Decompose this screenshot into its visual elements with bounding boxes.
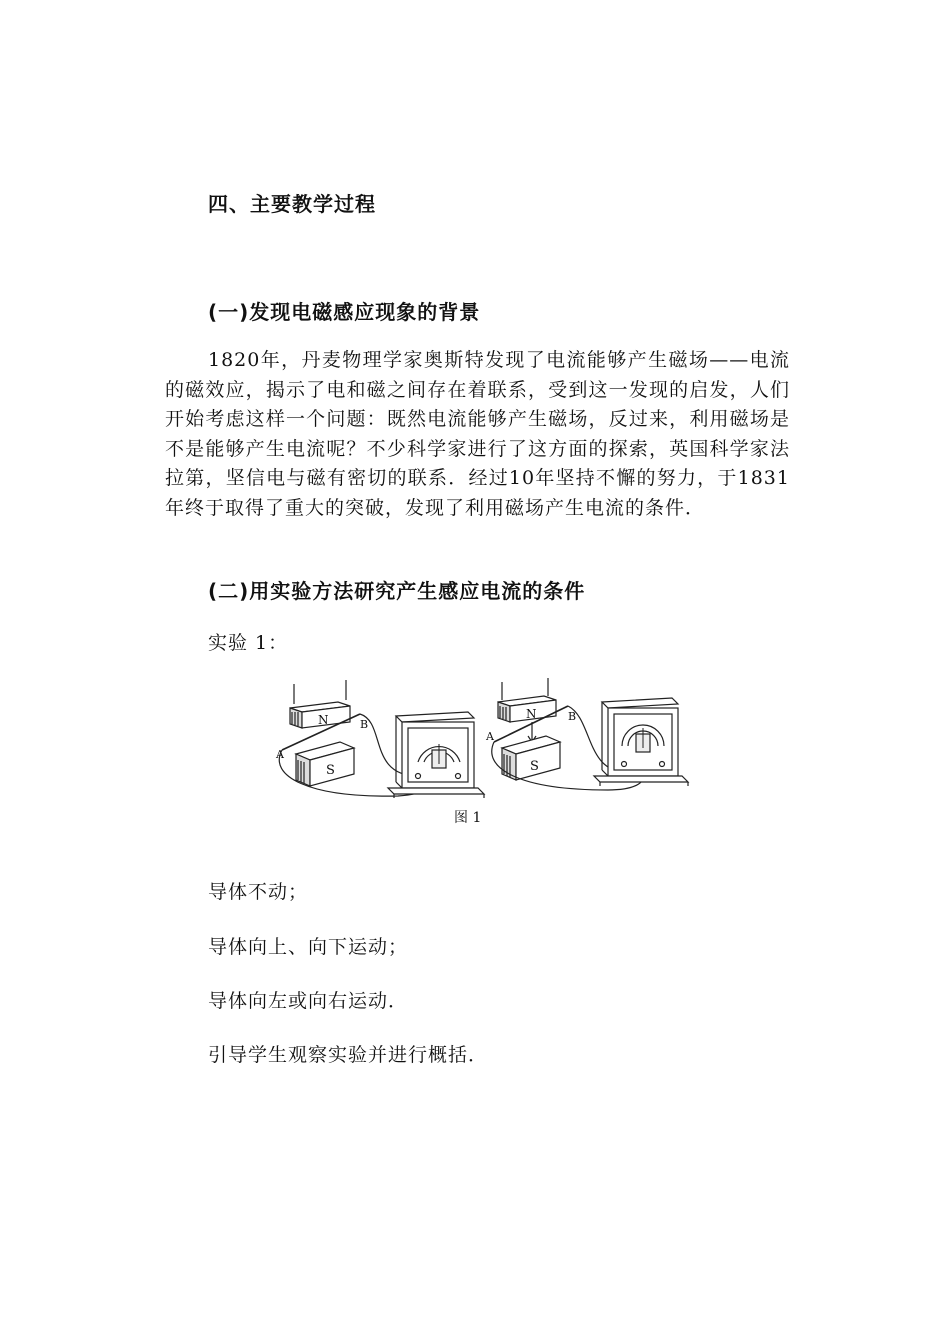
- figure-1-induction-apparatus: [268, 672, 694, 832]
- b-label-left: B: [360, 718, 369, 731]
- experiment-label: 实验 1：: [208, 632, 289, 654]
- n-magnet-right: [498, 696, 556, 722]
- right-apparatus: [485, 678, 688, 790]
- n-magnet-left: [290, 702, 350, 728]
- a-label-right: A: [486, 730, 494, 743]
- figure-caption: 图 1: [454, 810, 482, 826]
- subsection-title-experiment: (二)用实验方法研究产生感应电流的条件: [208, 579, 586, 603]
- section-title: 四、主要教学过程: [208, 192, 376, 216]
- s-magnet-left: [296, 742, 354, 786]
- background-paragraph: 1820年，丹麦物理学家奥斯特发现了电流能够产生磁场——电流的磁效应，揭示了电和磁之间存在着联系，受到这一发现的启发，人们开始考虑这样一个问题：既然电流能够产生磁场，反过来，利用磁场是不是能够产生电流呢？不少科学家进行了这方面的探索，英国科学家法拉第，坚信电与磁有密切的联系．经过10年坚持不懈的努力，于1831年终于取得了重大的突破，发现了利用磁场产生电流的条件．: [165, 349, 790, 519]
- step-item: 导体向左或向右运动．: [208, 990, 409, 1012]
- galvanometer-left: [388, 712, 484, 798]
- s-label-right: S: [530, 759, 539, 774]
- n-label-left: N: [318, 713, 329, 727]
- a-label-left: A: [276, 748, 284, 761]
- b-label-right: B: [568, 710, 577, 723]
- step-item: 引导学生观察实验并进行概括．: [208, 1044, 489, 1066]
- n-label-right: N: [526, 707, 537, 721]
- subsection-title-background: (一)发现电磁感应现象的背景: [208, 300, 481, 324]
- s-label-left: S: [326, 763, 335, 778]
- step-item: 导体向上、向下运动；: [208, 936, 409, 958]
- galvanometer-right: [594, 698, 688, 786]
- s-magnet-right: [502, 736, 560, 780]
- left-apparatus: [275, 680, 484, 798]
- step-item: 导体不动；: [208, 881, 309, 903]
